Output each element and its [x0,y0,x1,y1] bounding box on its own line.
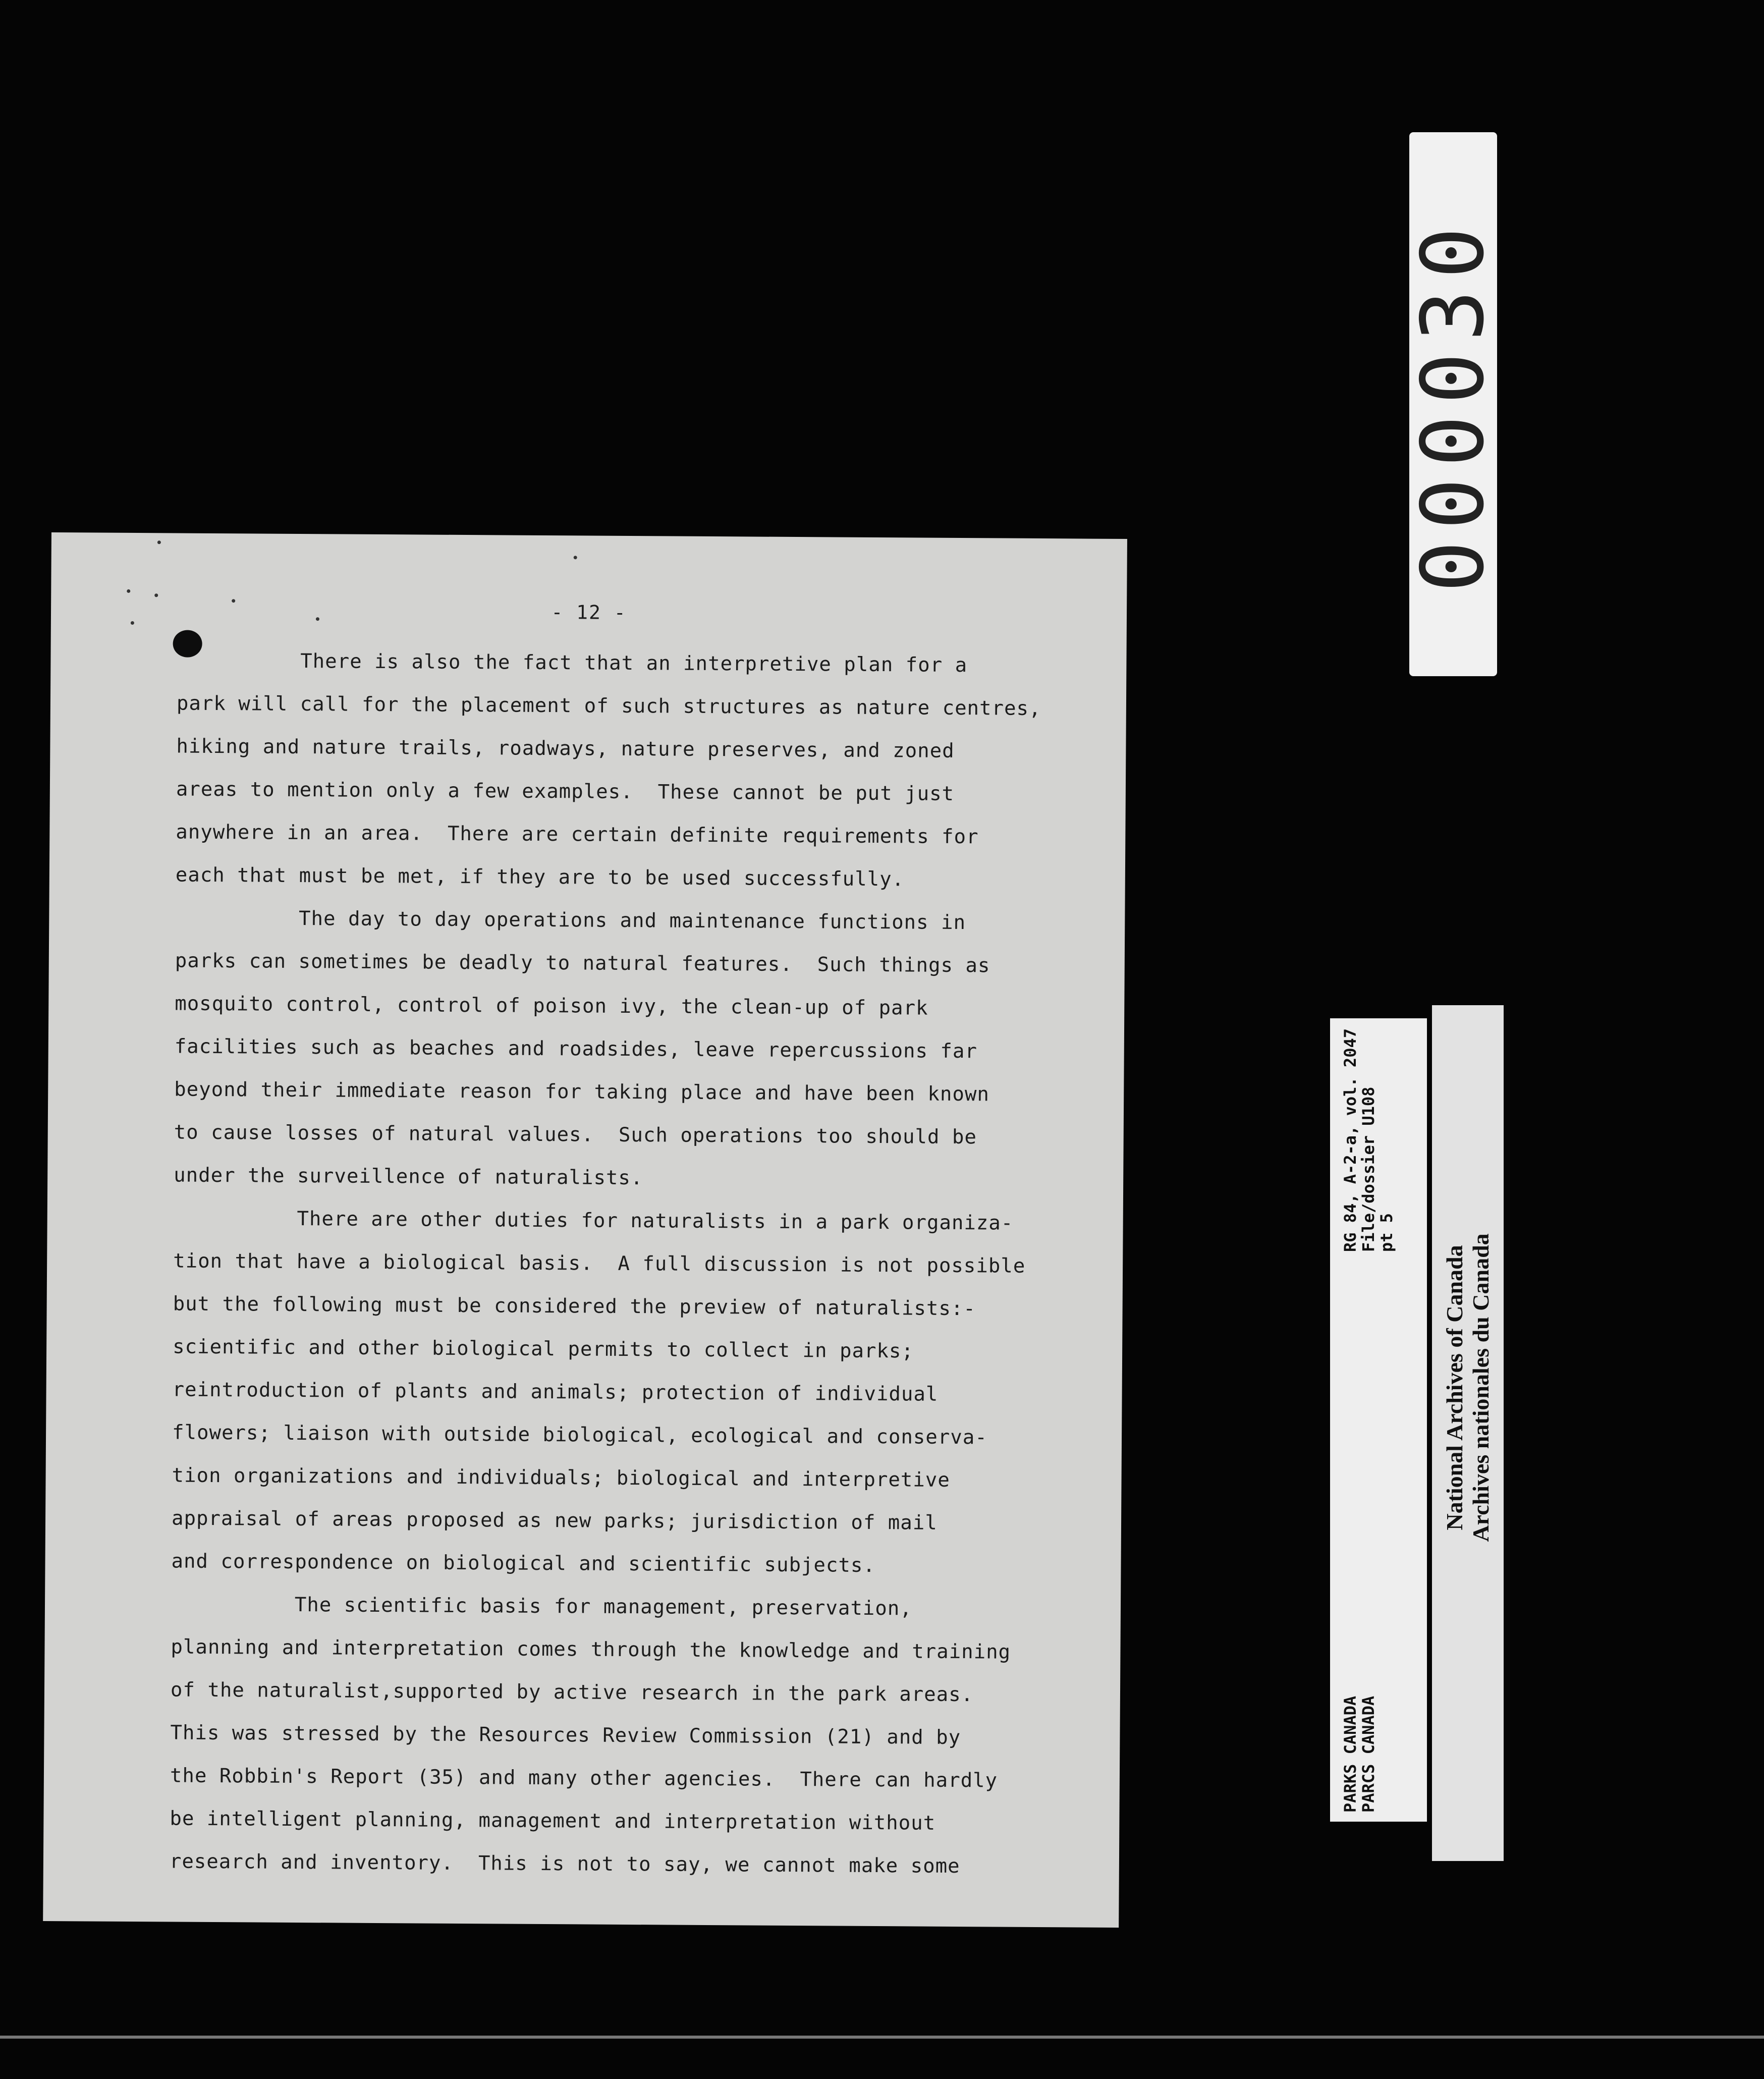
text-line: and correspondence on biological and scientific subjects. [171,1550,876,1577]
text-line: reintroduction of plants and animals; protection of individual [172,1378,939,1406]
speck [232,599,235,603]
frame-counter-digits: 000030 [1403,215,1503,593]
text-line: to cause losses of natural values. Such operations too should be [174,1121,977,1149]
text-line: facilities such as beaches and roadsides, leave repercussions far [174,1035,978,1063]
text-line: park will call for the placement of such structures as nature centres, [176,692,1041,720]
parks-canada-mark: PARKS CANADA PARCS CANADA [1341,1695,1378,1813]
text-line: There are other duties for naturalists in a park organiza- [173,1207,1014,1235]
text-line: research and inventory. This is not to say, we cannot make some [169,1850,960,1878]
text-line: beyond their immediate reason for taking place and have been known [174,1078,990,1106]
text-line: be intelligent planning, management and interpretation without [170,1807,936,1835]
text-line: appraisal of areas proposed as new parks; jurisdiction of mail [171,1507,938,1535]
text-line: planning and interpretation comes through the knowledge and training [171,1635,1011,1664]
text-line: areas to mention only a few examples. These cannot be put just [176,778,955,805]
speck [131,621,134,625]
text-line: mosquito control, control of poison ivy, the clean-up of park [175,992,928,1020]
text-line: of the naturalist,supported by active research in the park areas. [170,1678,974,1707]
text-line: parks can sometimes be deadly to natural features. Such things as [175,949,990,977]
text-line: under the surveillence of naturalists. [174,1164,643,1190]
national-archives-label [1432,1005,1504,1861]
text-line: The scientific basis for management, preservation, [171,1593,912,1620]
archive-reference-label [1330,1018,1427,1822]
text-line: flowers; liaison with outside biological, ecological and conserva- [172,1421,987,1449]
speck [127,589,130,593]
speck [316,617,319,621]
archive-reference: RG 84, A-2-a, vol. 2047 File/dossier U108 pt 5 [1341,1028,1396,1252]
speck [154,593,158,597]
text-line: but the following must be considered the preview of naturalists:- [173,1292,976,1321]
text-line: anywhere in an area. There are certain definite requirements for [176,820,979,849]
text-line: tion organizations and individuals; biological and interpretive [172,1464,950,1492]
text-line: There is also the fact that an interpretive plan for a [177,649,968,677]
text-line: scientific and other biological permits to collect in parks; [173,1335,914,1363]
scan-edge-line [0,2036,1764,2039]
text-line: hiking and nature trails, roadways, nature preserves, and zoned [176,735,955,762]
text-line: The day to day operations and maintenance functions in [175,906,966,935]
text-line: the Robbin's Report (35) and many other agencies. There can hardly [170,1764,998,1792]
text-line: This was stressed by the Resources Review Commission (21) and by [170,1721,961,1749]
page-number: - 12 - [551,601,627,624]
archives-name-english: National Archives of Canada [1442,1245,1467,1530]
archives-name-french: Archives nationales du Canada [1468,1233,1494,1542]
typed-document-page [43,532,1127,1928]
speck [574,556,577,559]
frame-counter [1403,132,1503,676]
text-line: tion that have a biological basis. A full discussion is not possible [173,1249,1026,1278]
speck [157,540,161,544]
text-line: each that must be met, if they are to be used successfully. [175,863,905,891]
body-text [170,639,1136,1889]
